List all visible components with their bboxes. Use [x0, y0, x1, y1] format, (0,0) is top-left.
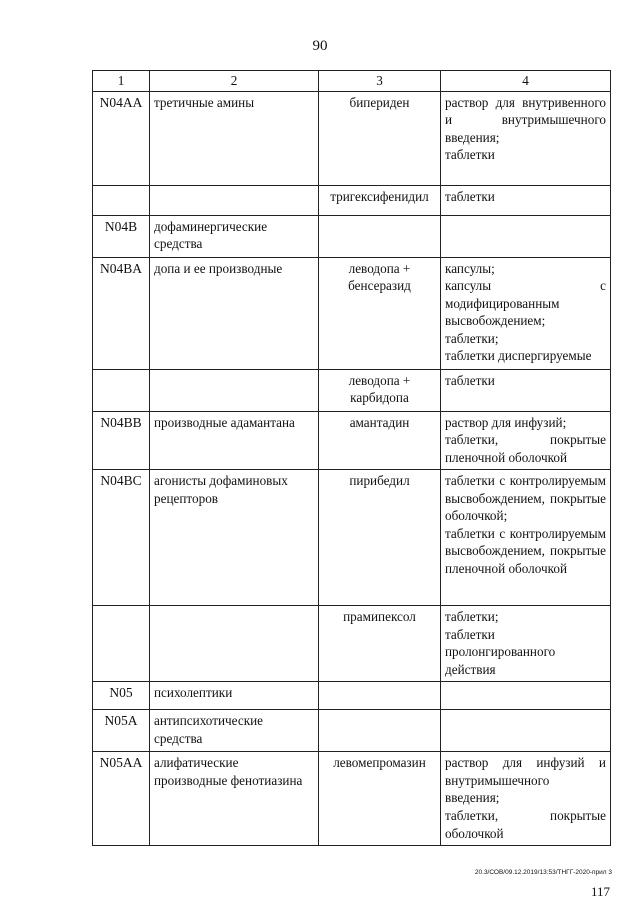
- form-cell: капсулы; капсулы с модифицированным высвобождением; таблетки; таблетки диспергируемые: [441, 257, 611, 369]
- drug-cell: прамипексол: [319, 606, 441, 682]
- form-cell: раствор для внутривенного и внутримышечного введения; таблетки: [441, 91, 611, 185]
- group-cell: [150, 185, 319, 215]
- atc-code-cell: N05A: [93, 710, 150, 752]
- drug-cell: [319, 710, 441, 752]
- table-row: [93, 752, 611, 846]
- form-cell: [441, 215, 611, 257]
- form-cell: таблетки: [441, 369, 611, 411]
- group-cell: дофаминергические средства: [150, 215, 319, 257]
- table-row: [93, 470, 611, 606]
- form-cell: таблетки: [441, 185, 611, 215]
- header-col-3: 3: [319, 71, 441, 92]
- atc-code-cell: [93, 369, 150, 411]
- table-row: [93, 606, 611, 682]
- table-body: [93, 91, 611, 846]
- atc-code-cell: [93, 185, 150, 215]
- drug-cell: леводопа + бенсеразид: [319, 257, 441, 369]
- table-row: [93, 91, 611, 185]
- atc-code-cell: N04BC: [93, 470, 150, 606]
- atc-code-cell: N04B: [93, 215, 150, 257]
- drug-cell: левомепромазин: [319, 752, 441, 846]
- form-cell: [441, 682, 611, 710]
- table-row: [93, 215, 611, 257]
- drug-cell: бипериден: [319, 91, 441, 185]
- group-cell: психолептики: [150, 682, 319, 710]
- group-cell: [150, 606, 319, 682]
- atc-code-cell: N04BB: [93, 411, 150, 470]
- footer-code: 20.3/СОВ/09.12.2019/13:53/ТНГГ-2020-прил 3: [474, 869, 612, 876]
- group-cell: производные адамантана: [150, 411, 319, 470]
- form-cell: раствор для инфузий и внутримышечного введения; таблетки, покрытые оболочкой: [441, 752, 611, 846]
- drug-cell: пирибедил: [319, 470, 441, 606]
- header-col-1: 1: [93, 71, 150, 92]
- table-row: [93, 411, 611, 470]
- atc-code-cell: N04AA: [93, 91, 150, 185]
- table-row: [93, 369, 611, 411]
- table-row: [93, 185, 611, 215]
- drug-table: [92, 70, 611, 846]
- form-cell: таблетки с контролируемым высвобождением, покрытые оболочкой; таблетки с контролируемым высвобождением, покрытые пленочной оболочкой: [441, 470, 611, 606]
- table-row: [93, 710, 611, 752]
- drug-cell: [319, 215, 441, 257]
- group-cell: алифатические производные фенотиазина: [150, 752, 319, 846]
- group-cell: антипсихотические средства: [150, 710, 319, 752]
- page-number: 90: [312, 38, 328, 54]
- header-col-2: 2: [150, 71, 319, 92]
- form-cell: раствор для инфузий; таблетки, покрытые пленочной оболочкой: [441, 411, 611, 470]
- group-cell: третичные амины: [150, 91, 319, 185]
- table-row: [93, 682, 611, 710]
- form-cell: [441, 710, 611, 752]
- table-header-row: [93, 71, 611, 92]
- atc-code-cell: N05AA: [93, 752, 150, 846]
- form-cell: таблетки; таблетки пролонгированного действия: [441, 606, 611, 682]
- group-cell: допа и ее производные: [150, 257, 319, 369]
- group-cell: агонисты дофаминовых рецепторов: [150, 470, 319, 606]
- drug-cell: [319, 682, 441, 710]
- group-cell: [150, 369, 319, 411]
- atc-code-cell: N04BA: [93, 257, 150, 369]
- atc-code-cell: N05: [93, 682, 150, 710]
- table-row: [93, 257, 611, 369]
- drug-cell: леводопа + карбидопа: [319, 369, 441, 411]
- page-total: 117: [590, 884, 610, 899]
- atc-code-cell: [93, 606, 150, 682]
- header-col-4: 4: [441, 71, 611, 92]
- drug-cell: амантадин: [319, 411, 441, 470]
- drug-cell: тригексифенидил: [319, 185, 441, 215]
